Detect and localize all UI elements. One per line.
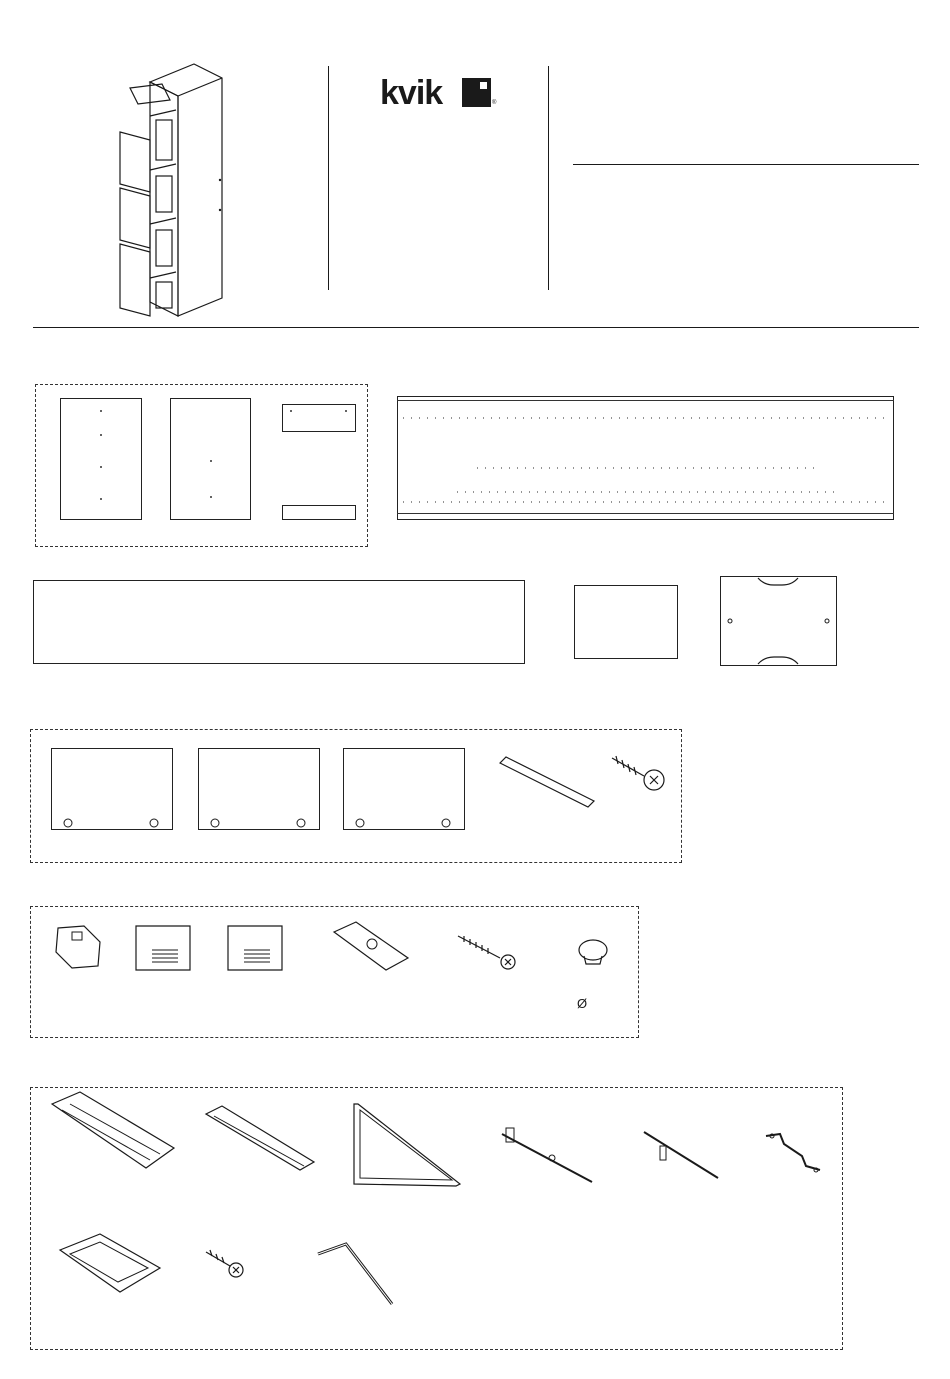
header-divider-2 [548, 66, 549, 290]
plinth-panel [33, 580, 525, 664]
screw-icon [204, 1248, 246, 1278]
drawer-rail-icon [50, 1090, 176, 1172]
drawer-frame-icon [56, 1230, 162, 1296]
hole [100, 434, 102, 436]
cap-diameter-label: Ø [577, 996, 588, 1011]
bottom-panel [282, 505, 356, 520]
bracket-icon [762, 1130, 824, 1174]
hinge-clip-icon [52, 922, 106, 972]
shelf-handle-cutouts [720, 576, 837, 666]
title-underline [573, 164, 919, 165]
hinge-icon [226, 922, 286, 974]
allen-key-icon [316, 1242, 394, 1308]
drawer-connector-icon [640, 1126, 722, 1184]
cap-icon [576, 938, 610, 968]
hole [100, 466, 102, 468]
top-panel [282, 404, 356, 432]
hole [345, 410, 347, 412]
screw-icon [456, 932, 518, 970]
shelf-panel-small [574, 585, 678, 659]
hinge-icon [134, 922, 194, 974]
screw-icon [608, 752, 666, 792]
cabinet-illustration [110, 60, 230, 322]
hole [290, 410, 292, 412]
header-bottom-rule [33, 327, 919, 328]
side-panel-right [170, 398, 251, 520]
mounting-plate-icon [498, 755, 596, 811]
brand-registered-mark: ® [492, 100, 497, 106]
drawer-front-hinge-cups [51, 748, 465, 830]
hole [100, 410, 102, 412]
brand-name: kvik [380, 74, 443, 112]
drawer-connector-icon [498, 1126, 596, 1188]
drawer-rail-icon [204, 1104, 316, 1174]
drawer-back-icon [352, 1102, 462, 1188]
kvik-logo-icon [462, 78, 491, 107]
hole [210, 460, 212, 462]
hole [100, 498, 102, 500]
hole [210, 496, 212, 498]
back-panel-holes [397, 396, 894, 520]
header-divider-1 [328, 66, 329, 290]
hinge-plate-icon [330, 918, 414, 976]
side-panel-left [60, 398, 142, 520]
